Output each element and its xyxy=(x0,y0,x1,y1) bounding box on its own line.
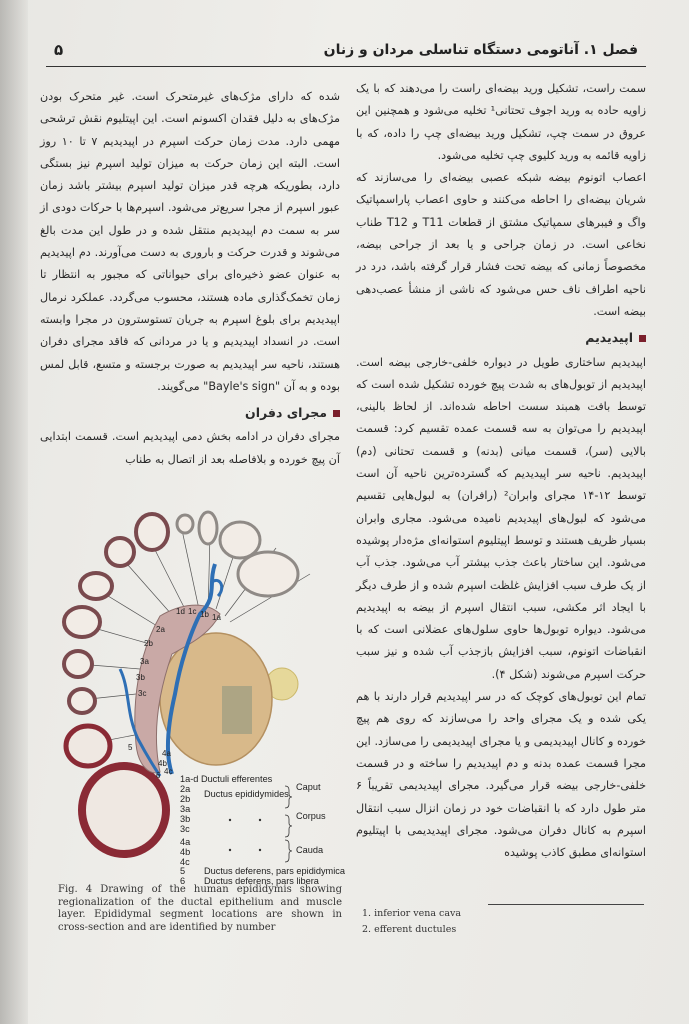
label-6: 6 xyxy=(156,771,161,780)
legend-4b: 4b xyxy=(180,847,191,857)
section-heading-epididymis: اپیدیدیم xyxy=(356,327,646,349)
label-3b: 3b xyxy=(136,673,145,682)
legend-3b: 3b xyxy=(180,814,191,824)
running-header xyxy=(46,38,646,67)
label-4b: 4b xyxy=(158,759,167,768)
right-column xyxy=(356,78,646,864)
legend-corpus: Corpus xyxy=(296,811,326,821)
legend-4a: 4a xyxy=(180,837,191,847)
legend-4c: 4c xyxy=(180,857,190,867)
section-heading-vas-deferens: مجرای دفران xyxy=(40,402,340,424)
legend-ductuli-efferentes: 1a-d Ductuli efferentes xyxy=(180,774,273,784)
legend-pars-libera: Ductus deferens, pars libera xyxy=(204,876,319,886)
label-2b: 2b xyxy=(144,639,153,648)
legend-pars-epididymica: Ductus deferens, pars epididymica xyxy=(204,866,345,876)
page-number: ۵ xyxy=(54,41,64,59)
legend-3a: 3a xyxy=(180,804,191,814)
label-3c: 3c xyxy=(138,689,147,698)
legend-caput: Caput xyxy=(296,782,321,792)
legend-5: 5 xyxy=(180,866,186,876)
footnotes xyxy=(362,906,642,938)
footnote-divider xyxy=(488,904,644,905)
label-1b: 1b xyxy=(200,610,209,619)
label-4a: 4a xyxy=(162,749,171,758)
legend-cauda: Cauda xyxy=(296,845,324,855)
label-1a: 1a xyxy=(212,613,221,622)
epididymis-illustration xyxy=(40,504,345,884)
label-3a: 3a xyxy=(140,657,149,666)
figure-caption: Fig. 4 Drawing of the human epididymis showing regionalization of the ductal epithelium and muscle layer. Epididymal segment locations are shown in cross-section and are identified by number xyxy=(58,884,342,933)
legend-3c: 3c xyxy=(180,824,190,834)
heading-bullet-icon xyxy=(639,335,646,342)
label-1d: 1d xyxy=(176,607,185,616)
footnote-1: 1. inferior vena cava xyxy=(362,908,462,919)
chapter-title: فصل ۱. آناتومی دستگاه تناسلی مردان و زنان xyxy=(323,42,638,58)
legend-ductus-epididymides: Ductus epididymides xyxy=(204,789,289,799)
page-gutter-shadow xyxy=(0,0,28,1024)
paragraph: شده که دارای مژک‌های غیرمتحرک است. غیر متحرک بودن مژک‌های به دلیل فقدان اکسونم است. این اپیتلیوم نقش ترشحی مهمی دارد. مدت زمان حرکت اسپرم در اپیدیدیم ۷ تا ۱۰ روز است. البته این زمان حرکت به میزان تولید اسپرم نیز بستگی دارد، بطوریکه هرچه قدر میزان تولید اسپرم بیشتر باشد زمان عبور اسپرم از مجرا سریع‌تر می‌شود. اسپرم‌ها با حرکات دودی از سر به سمت دم اپیدیدیم منتقل شده و در طول این مدت بالغ می‌شوند و قدرت حرکت و باروری به دست می‌آورند. دم اپیدیدیم به عنوان عضو ذخیره‌ای برای حیواناتی که مجبور به انتظار تا زمان تخمک‌گذاری ماده هستند، محسوب می‌گردد. عملکرد نرمال اپیدیدیم برای بلوغ اسپرم به جریان تستوسترون در مجرا وابسته است. در انسداد اپیدیدیم و یا در مردانی که فاقد مجرای دفران هستند، ناحیه سر اپیدیدیم به صورت برجسته و متسع، قابل لمس بوده و به آن "Bayle's sign" می‌گویند. xyxy=(40,90,340,393)
legend-6: 6 xyxy=(180,876,186,886)
paragraph: مجرای دفران در ادامه بخش دمی اپیدیدیم است. قسمت ابتدایی آن پیچ خورده و بلافاصله بعد از اتصال به طناب xyxy=(40,430,340,466)
footnote-2: 2. efferent ductules xyxy=(362,924,457,935)
label-4c: 4c xyxy=(164,767,173,776)
legend-2b: 2b xyxy=(180,794,191,804)
paragraph: اپیدیدیم ساختاری طویل در دیواره خلفی-خارجی بیضه است. اپیدیدیم از توبول‌های به شدت پیچ خورده تشکیل شده است که توسط بافت همبند سست احاطه شده‌اند. از لحاظ بالینی، اپیدیدیم را می‌توان به سه قسمت عمده تقسیم کرد: قسمت بالایی (سر)، قسمت میانی (بدنه) و قسمت تحتانی (دم) اپیدیدیم. ناحیه سر اپیدیدیم که گسترده‌ترین ناحیه آن است توسط ۱۲-۱۴ مجرای وابران² (رافران) به لبول‌هایی تقسیم می‌شود که لبول‌های اپیدیدیم نامیده می‌شود. مجاری وابران بسیار ظریف هستند و توسط اپیتلیوم استوانه‌ای مژه‌دار پوشیده می‌شود. این ساختار باعث جذب بیشتر آب می‌شود. جذب آب از یک طرف سبب افزایش غلظت اسپرم شده و از طرف دیگر با ایجاد اثر مکشی، سبب انتقال اسپرم از بیضه به اپیدیدیم می‌شود. دیواره توبول‌ها حاوی سلول‌های عضلانی است که با انقباضات اتونوم، سبب افزایش بازجذب آب شده و نیز سبب حرکت اسپرم می‌شوند (شکل ۴). xyxy=(356,355,646,681)
paragraph: تمام این توبول‌های کوچک که در سر اپیدیدیم قرار دارند با هم یکی شده و یک مجرای واحد را می‌سازند که روی هم پیچ خورده و کانال اپیدیدیمی و یا مجرای اپیدیدیمی را می‌سازد. این مجرا قسمت عمده بدنه و دم اپیدیدیم را ساخته و در قسمت خلفی-خارجی بیضه قرار می‌گیرد. مجرای اپیدیدیمی تقریباً ۶ متر طول دارد که با انقباضات خود در زمان انزال سبب انتقال اسپرم به کانال دفران می‌شود. مجرای اپیدیدیمی با اپیتلیوم استوانه‌ای مطبق کاذب پوشیده xyxy=(356,690,646,860)
figure-epididymis xyxy=(40,504,345,894)
legend-2a: 2a xyxy=(180,784,191,794)
paragraph: اعصاب اتونوم بیضه شبکه عصبی بیضه‌ای را می‌سازند که شریان بیضه‌ای را احاطه می‌کنند و حاوی اعصاب پاراسمپاتیک واگ و فیبرهای سمپاتیک مشتق از قطعات T11 و T12 طناب نخاعی است. در زمان جراحی و یا بعد از جراحی بیضه، مخصوصاً زمانی که بیضه تحت فشار قرار گرفته باشد، درد در ناحیه اطراف ناف حس می‌شود که ناشی از منشأ عصب‌دهی بیضه است. xyxy=(356,171,647,318)
heading-bullet-icon xyxy=(333,410,340,417)
label-1c: 1c xyxy=(188,607,197,616)
left-column xyxy=(40,86,340,471)
label-2a: 2a xyxy=(156,625,165,634)
paragraph: سمت راست، تشکیل ورید بیضه‌ای راست را می‌دهند که با یک زاویه حاده به ورید اجوف تحتانی¹ تخلیه می‌شود و همچنین این عروق در سمت چپ، تشکیل ورید بیضه‌ای چپ را داده، که با زاویه قائمه به ورید کلیوی چپ تخلیه می‌شود. xyxy=(356,82,646,162)
label-5: 5 xyxy=(128,743,133,752)
